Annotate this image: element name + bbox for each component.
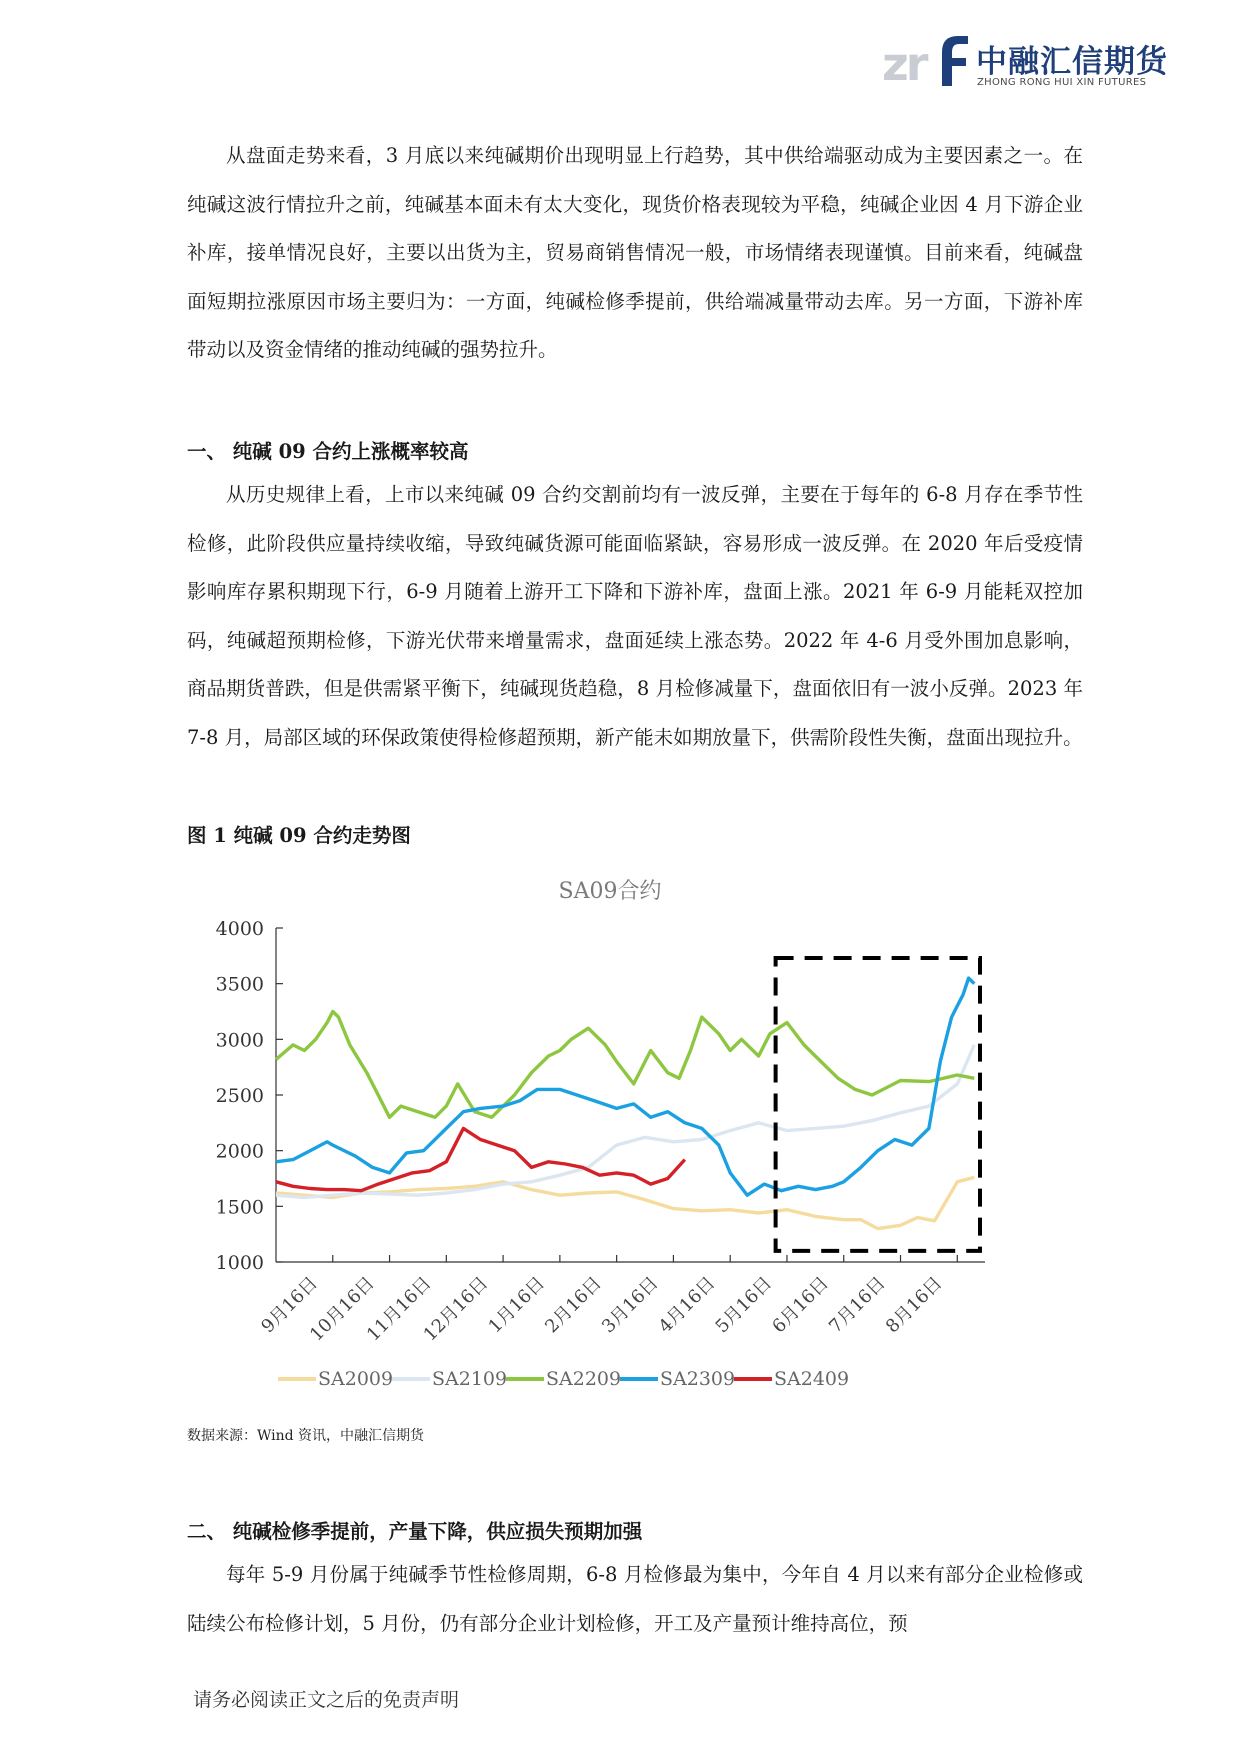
section-2-paragraph: 每年 5-9 月份属于纯碱季节性检修周期，6-8 月检修最为集中，今年自 4 月以来有部分企业检修或陆续公布检修计划，5 月份，仍有部分企业计划检修，开工及产量预计维持高位，预	[187, 1563, 1083, 1635]
company-logo	[880, 30, 1170, 92]
x-tick-label: 5月16日	[711, 1272, 777, 1338]
section-2-heading: 二、 纯碱检修季提前，产量下降，供应损失预期加强	[187, 1520, 643, 1543]
legend-label: SA2109	[432, 1368, 508, 1390]
chart-series-lines	[276, 978, 974, 1229]
data-source-note: 数据来源：Wind 资讯，中融汇信期货	[187, 1428, 425, 1444]
x-tick-label: 11月16日	[362, 1272, 436, 1346]
y-tick-label: 3000	[215, 1029, 264, 1052]
y-tick-label: 2500	[215, 1085, 264, 1107]
chart-axes	[276, 928, 985, 1262]
intro-paragraph: 从盘面走势来看，3 月底以来纯碱期价出现明显上行趋势，其中供给端驱动成为主要因素之一。在纯碱这波行情拉升之前，纯碱基本面未有太大变化，现货价格表现较为平稳，纯碱企业因 4 月下游企业补库，接单情况良好，主要以出货为主，贸易商销售情况一般，市场情绪表现谨慎。目前来看，纯碱盘面短期拉涨原因市场主要归为：一方面，纯碱检修季提前，供给端减量带动去库。另一方面，下游补库带动以及资金情绪的推动纯碱的强势拉升。	[187, 144, 1083, 361]
highlight-dashed-box	[776, 958, 980, 1251]
y-tick-label: 2000	[215, 1140, 264, 1163]
y-axis-ticks	[216, 918, 283, 1274]
x-tick-label: 1月16日	[484, 1272, 550, 1338]
x-tick-label: 9月16日	[257, 1272, 322, 1338]
chart-title: SA09合约	[558, 879, 662, 904]
section-1-heading: 一、 纯碱 09 合约上涨概率较高	[187, 440, 469, 463]
zrf-logo-mark-icon	[880, 30, 972, 92]
y-tick-label: 4000	[215, 918, 264, 940]
x-tick-label: 7月16日	[825, 1272, 890, 1338]
x-tick-label: 10月16日	[305, 1272, 379, 1346]
legend-label: SA2009	[318, 1368, 394, 1390]
x-tick-label: 8月16日	[881, 1272, 947, 1338]
y-tick-label: 3500	[215, 973, 264, 996]
series-line-sa2409	[276, 1128, 685, 1190]
svg-text:zr: zr	[882, 37, 926, 91]
section-1-paragraph: 从历史规律上看，上市以来纯碱 09 合约交割前均有一波反弹，主要在于每年的 6-8 月存在季节性检修，此阶段供应量持续收缩，导致纯碱货源可能面临紧缺，容易形成一波反弹。在 2020 年后受疫情影响库存累积期现下行，6-9 月随着上游开工下降和下游补库，盘面上涨。2021 年 6-9 月能耗双控加码，纯碱超预期检修，下游光伏带来增量需求，盘面延续上涨态势。2022 年 4-6 月受外围加息影响，商品期货普跌，但是供需紧平衡下，纯碱现货趋稳，8 月检修减量下，盘面依旧有一波小反弹。2023 年 7-8 月，局部区域的环保政策使得检修超预期，新产能未如期放量下，供需阶段性失衡，盘面出现拉升。	[187, 483, 1083, 749]
legend-label: SA2209	[546, 1368, 622, 1390]
chart-legend	[278, 1368, 849, 1390]
x-tick-label: 4月16日	[654, 1272, 720, 1338]
company-english-name: ZHONG RONG HUI XIN FUTURES	[977, 77, 1147, 88]
y-tick-label: 1500	[215, 1196, 264, 1219]
legend-label: SA2409	[774, 1368, 850, 1390]
legend-label: SA2309	[660, 1368, 736, 1390]
x-tick-label: 2月16日	[541, 1272, 606, 1338]
series-line-sa2309	[276, 978, 974, 1195]
figure-1-title: 图 1 纯碱 09 合约走势图	[187, 824, 411, 847]
sa09-line-chart	[180, 860, 1000, 1410]
series-line-sa2009	[276, 1177, 974, 1228]
disclaimer-footer: 请务必阅读正文之后的免责声明	[193, 1689, 460, 1711]
x-tick-label: 3月16日	[597, 1272, 663, 1338]
y-tick-label: 1000	[215, 1252, 264, 1274]
x-tick-label: 12月16日	[419, 1272, 493, 1346]
x-tick-label: 6月16日	[768, 1272, 833, 1338]
company-name: 中融汇信期货	[976, 44, 1168, 80]
series-line-sa2209	[276, 1012, 974, 1118]
x-axis-ticks	[257, 1255, 957, 1345]
